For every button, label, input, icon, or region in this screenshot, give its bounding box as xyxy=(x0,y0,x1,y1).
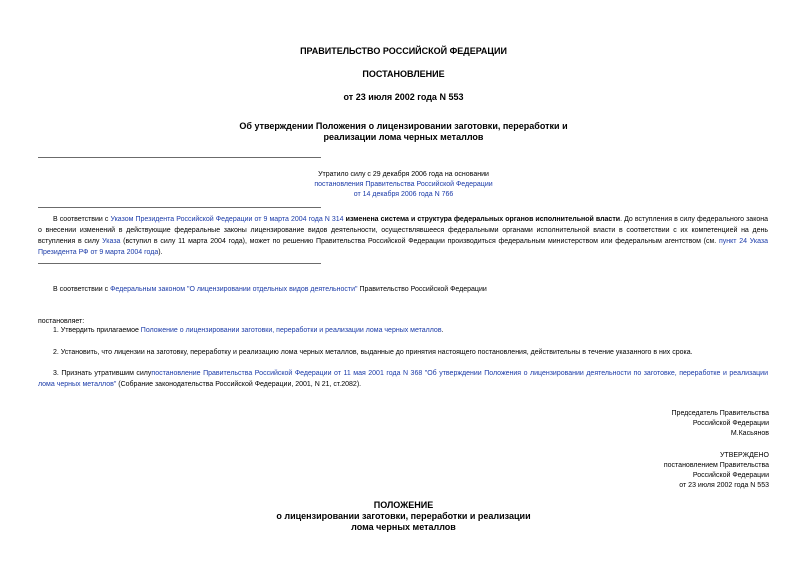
item-2: 2. Установить, что лицензии на заготовку, переработку и реализацию лома черных металлов, выданные до принятия настоящего постановления, действительны в течение указанного в них срока. xyxy=(53,349,693,356)
approved-date: от 23 июля 2002 года N 553 xyxy=(679,482,769,489)
item-text: . xyxy=(441,327,444,334)
signature-position: Председатель Правительства xyxy=(671,410,769,417)
regulation-subtitle-line2: лома черных металлов xyxy=(351,522,456,532)
basis-text: Правительство Российской Федерации xyxy=(357,286,487,293)
note-text: . До вступления в силу федерального закона о внесении изменений в действующие федеральные законы лицензирование видов деятельности, осуществлявшееся федеральными органами исполнительной власти в соответствии с их компетенцией на день вступления в силу xyxy=(38,216,768,245)
government-title: ПРАВИТЕЛЬСТВО РОССИЙСКОЙ ФЕДЕРАЦИИ xyxy=(300,46,507,56)
item-text: (Собрание законодательства Российской Федерации, 2001, N 21, ст.2082). xyxy=(116,381,362,388)
approved-country: Российской Федерации xyxy=(692,472,769,479)
signature-country: Российской Федерации xyxy=(692,420,769,427)
expired-basis-link-date[interactable]: от 14 декабря 2006 года N 766 xyxy=(353,191,454,198)
expired-basis-link[interactable]: постановления Правительства Российской Федерации xyxy=(314,181,493,188)
item-3 xyxy=(38,368,768,390)
divider xyxy=(38,207,321,208)
basis-text: В соответствии с xyxy=(53,286,111,293)
restructuring-note xyxy=(38,214,768,258)
document-title-line2: реализации лома черных металлов xyxy=(323,132,484,142)
expired-note-line1: Утратило силу с 29 декабря 2006 года на основании xyxy=(318,171,489,178)
decree-link[interactable]: Указа xyxy=(102,238,121,245)
decree-314-link[interactable]: Указом Президента Российской Федерации от 9 марта 2004 года N 314 xyxy=(110,216,344,223)
divider xyxy=(38,157,321,158)
note-text: (вступил в силу 11 марта 2004 года), может по решению Правительства Российской Федерации производиться федеральным министерством или федеральным агентством (см. xyxy=(120,238,719,245)
item-text: 3. Признать утратившим силу xyxy=(53,370,152,377)
signature-name: М.Касьянов xyxy=(730,430,769,437)
item-1 xyxy=(53,327,444,334)
regulation-title: ПОЛОЖЕНИЕ xyxy=(373,500,434,510)
basis-paragraph xyxy=(53,286,487,293)
document-title-line1: Об утверждении Положения о лицензировании заготовки, переработки и xyxy=(239,121,568,131)
regulation-link[interactable]: Положение о лицензировании заготовки, переработки и реализации лома черных металлов xyxy=(140,327,442,334)
approved-by: постановлением Правительства xyxy=(663,462,769,469)
divider xyxy=(38,263,321,264)
approved-heading: УТВЕРЖДЕНО xyxy=(719,452,769,459)
note-text: В соответствии с xyxy=(53,216,111,223)
resolution-368-link[interactable]: постановление Правительства Российской Федерации от 11 мая 2001 года N 368 "Об утверждении Положения о лицензировании деятельности по заготовке, переработке и реализации лома черных металлов" xyxy=(38,370,768,388)
federal-law-link[interactable]: Федеральным законом "О лицензировании отдельных видов деятельности" xyxy=(110,286,358,293)
note-bold-text: изменена система и структура федеральных органов исполнительной власти xyxy=(345,216,621,223)
item-text: 1. Утвердить прилагаемое xyxy=(53,327,141,334)
note-text: ). xyxy=(158,249,163,256)
regulation-subtitle-line1: о лицензировании заготовки, переработки и реализации xyxy=(276,511,531,521)
decree-item-24-link[interactable]: пункт 24 Указа Президента РФ от 9 марта 2004 года xyxy=(38,238,768,256)
document-type: ПОСТАНОВЛЕНИЕ xyxy=(362,69,445,79)
document-date-number: от 23 июля 2002 года N 553 xyxy=(343,92,464,102)
resolves-label: постановляет: xyxy=(38,318,85,325)
